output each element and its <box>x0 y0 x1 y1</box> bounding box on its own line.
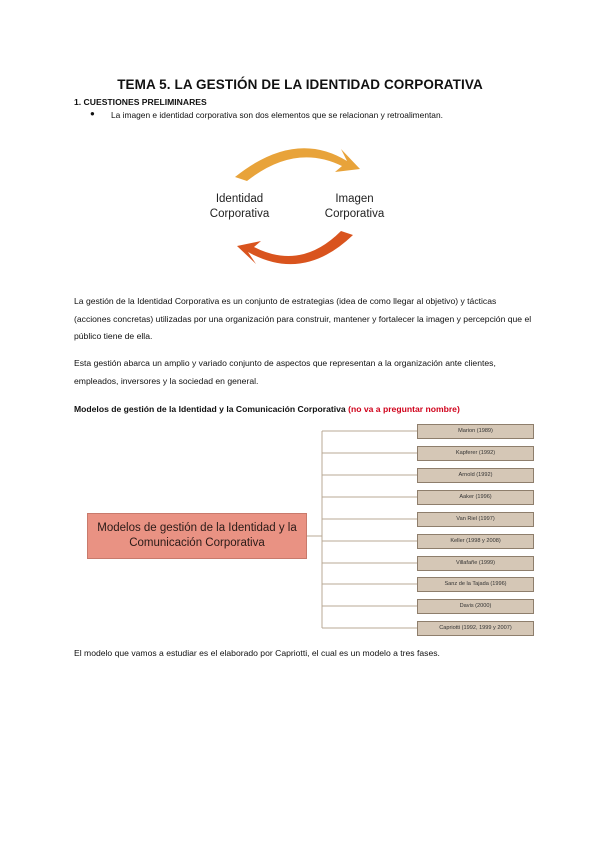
model-item: Kapferer (1992) <box>417 446 534 461</box>
identity-label: Identidad Corporativa <box>209 193 270 220</box>
model-item: Villafañe (1999) <box>417 556 534 571</box>
section-heading: 1. CUESTIONES PRELIMINARES <box>74 97 207 107</box>
model-item: Sanz de la Tajada (1996) <box>417 577 534 592</box>
model-item: Arnold (1992) <box>417 468 534 483</box>
page-title: TEMA 5. LA GESTIÓN DE LA IDENTIDAD CORPORATIVA <box>117 77 483 92</box>
model-item: Marion (1989) <box>417 424 534 439</box>
bullet-marker: ● <box>90 109 95 118</box>
paragraph-management-scope: Esta gestión abarca un amplio y variado conjunto de aspectos que representan a la organización ante clientes, empleados, inversores y la sociedad en general. <box>74 358 496 386</box>
models-main-box: Modelos de gestión de la Identidad y la Comunicación Corporativa <box>87 513 307 559</box>
model-item: Aaker (1996) <box>417 490 534 505</box>
model-item: Davis (2000) <box>417 599 534 614</box>
models-heading: Modelos de gestión de la Identidad y la Comunicación Corporativa (no va a preguntar nombre) <box>74 404 460 414</box>
model-item: Capriotti (1992, 1999 y 2007) <box>417 621 534 636</box>
paragraph-management-definition: La gestión de la Identidad Corporativa es un conjunto de estrategias (idea de como llegar al objetivo) y tácticas (acciones concretas) utilizadas por una organización para construir, mantener y fortalecer la imagen y percepción que el público tiene de ella. <box>74 296 532 341</box>
closing-paragraph: El modelo que vamos a estudiar es el elaborado por Capriotti, el cual es un modelo a tres fases. <box>74 648 440 658</box>
model-item: Van Riel (1997) <box>417 512 534 527</box>
model-item: Keller (1998 y 2008) <box>417 534 534 549</box>
bullet-text: La imagen e identidad corporativa son dos elementos que se relacionan y retroalimentan. <box>111 110 443 120</box>
image-label: Imagen Corporativa <box>324 193 385 220</box>
models-heading-note: (no va a preguntar nombre) <box>348 404 460 414</box>
